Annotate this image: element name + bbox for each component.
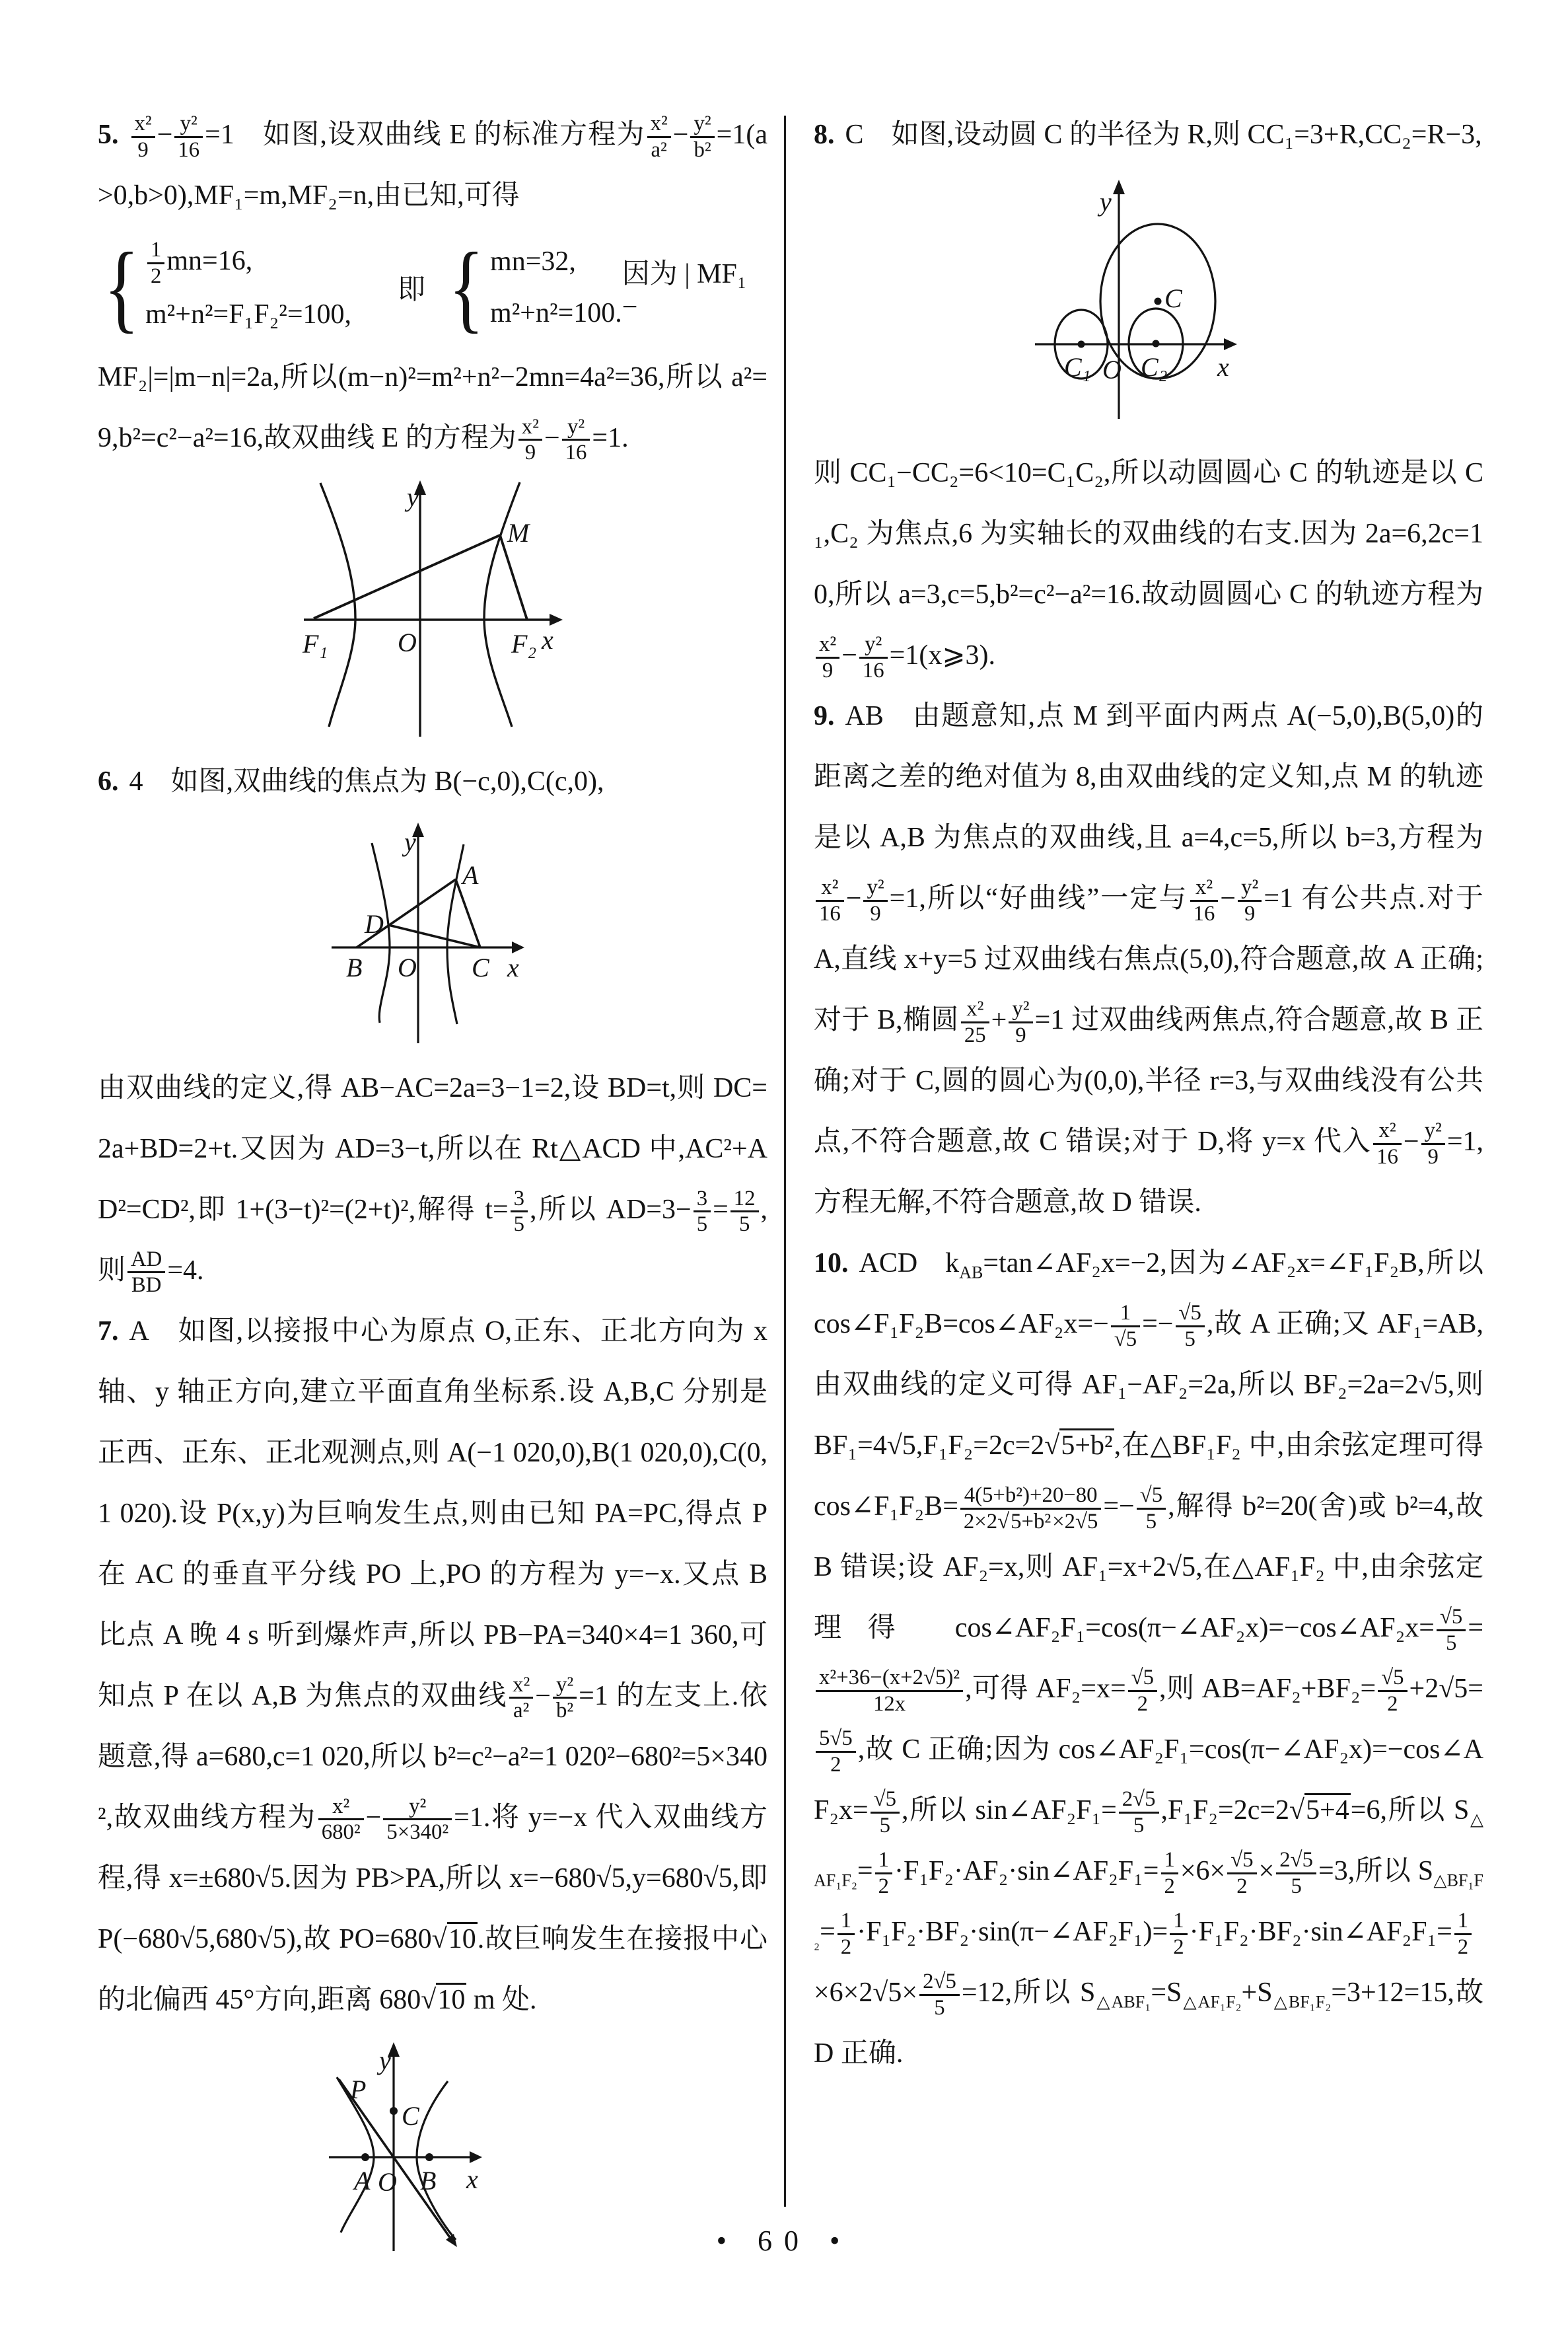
system-1-line-2: m²+n²=F₁F₂²=100, <box>145 299 352 330</box>
question-number-8: 8. <box>814 120 835 150</box>
label-focus-f2: F₂ <box>511 628 537 659</box>
label-point-m: M <box>507 517 530 548</box>
x-axis-arrow <box>470 2151 482 2163</box>
label-point-a: A <box>354 2165 371 2196</box>
label-x-axis: x <box>466 2164 478 2194</box>
left-column <box>98 104 767 2270</box>
circles-diagram-q8 <box>1010 174 1287 433</box>
label-point-d: D <box>365 908 384 939</box>
label-point-b: B <box>346 952 363 982</box>
answer-8-intro: C 如图,设动圆 C 的半径为 R,则 CC₁=3+R,CC₂=R−3, <box>845 120 1482 150</box>
label-focus-f1: F₁ <box>303 628 328 659</box>
segment-f1-m <box>314 535 500 618</box>
system-1 <box>145 235 351 340</box>
answer-item-8 <box>814 104 1483 165</box>
label-point-p: P <box>350 2074 367 2104</box>
equation-system-row <box>98 233 767 343</box>
system-2-line-2: m²+n²=100. <box>490 298 622 329</box>
answer-10-body: ACD $k_{AB}=\tan\angle AF_2x=-2$,因为∠AF₂x=∠F₁F₂B,所以 cos∠F₁F₂B=cos∠AF₂x=− $\frac{1}{√5}$ =− $\frac{√5}{5}$ ,故 A 正确;又 AF₁=AB,由双曲线的定义可得 AF₁−AF₂=2a,所以 BF₂=2a=2√5,则 BF₁=4√5,F₁F₂=2c=2√5+b²,在△BF₁F₂ 中,由余弦定理可得 cos∠F₁F₂B= $\frac{\text{4(5+b²)+20−80}}{\text{2×2√5+b²×2√5}}$ =− $\frac{√5}{5}$ ,解得 b²=20(舍)或 b²=4,故 B 错误;设 AF₂=x,则 AF₁=x+2√5,在△AF₁F₂ 中,由余弦定理得 cos∠AF₂F₁=cos(π−∠AF₂x)=−cos∠AF₂x= $\frac{√5}{5}$ = $\frac{\text{x²+36−(x+2√5)²}}{12x}$ ,可得 AF₂=x= $\frac{√5}{2}$ ,则 AB=AF₂+BF₂= $\frac{√5}{2}$ +2√5= $\frac{5√5}{2}$ ,故 C 正确;因为 cos∠AF₂F₁=cos(π−∠AF₂x)=−cos∠AF₂x= $\frac{√5}{5}$ ,所以 sin∠AF₂F₁= $\frac{2√5}{5}$ ,F₁F₂=2c=2√5+4=6,所以 $S_{\triangle AF_1F_2}=$ $\frac{1}{2}$ ·F₁F₂·AF₂·sin∠AF₂F₁= $\frac{1}{2}$ ×6× $\frac{√5}{2}$ × $\frac{2√5}{5}$ =3,所以 $S_{\triangle BF_1F_2}=$ $\frac{1}{2}$ ·F₁F₂·BF₂·sin(π−∠AF₂F₁)= $\frac{1}{2}$ ·F₁F₂·BF₂·sin∠AF₂F₁= $\frac{1}{2}$ ×6×2√5× $\frac{2√5}{5}$ =12,所以 $S_{\triangle ABF_1}=S_{\triangle AF_1F_2}+S_{\triangle BF_1F_2}=3+12=15$,故 D 正确. <box>814 1248 1483 2069</box>
segment-d-c <box>388 925 480 947</box>
system-connector: 即 <box>398 275 426 306</box>
system-1-line-1: $\frac{1}{2}$ mn=16, <box>145 235 351 289</box>
label-origin: O <box>398 952 417 982</box>
center-c2-dot <box>1153 340 1160 348</box>
label-origin: O <box>378 2166 397 2197</box>
label-origin: O <box>398 627 417 657</box>
point-a-dot <box>361 2153 369 2161</box>
label-point-c: C <box>402 2100 419 2131</box>
answer-item-9 <box>814 686 1483 1233</box>
center-c1-dot <box>1078 341 1085 348</box>
hyperbola-right-branch <box>447 844 464 1024</box>
left-brace: { <box>448 233 485 343</box>
answer-6-continuation: 由双曲线的定义,得 AB−AC=2a=3−1=2,设 BD=t,则 DC=2a+BD=2+t.又因为 AD=3−t,所以在 Rt△ACD 中,AC²+AD²=CD²,即 1+(3−t)²=(2+t)²,解得 t= $\frac{3}{5}$ ,所以 AD=3− $\frac{3}{5}$ = $\frac{12}{5}$ ,则 $\frac{AD}{BD}$ =4. <box>98 1072 767 1298</box>
answer-item-7 <box>98 1301 767 2030</box>
label-x-axis: x <box>507 952 519 982</box>
page-number: • 60 • <box>716 2225 852 2257</box>
figure-q8 <box>1010 174 1287 433</box>
question-number-5: 5. <box>98 120 119 150</box>
label-point-c: C <box>472 952 489 982</box>
label-origin: O <box>1102 355 1122 385</box>
question-number-6: 6. <box>98 766 119 797</box>
hyperbola-diagram-q6 <box>324 821 542 1049</box>
answer-8-continuation: 则 CC₁−CC₂=6<10=C₁C₂,所以动圆圆心 C 的轨迹是以 C₁,C₂ 为焦点,6 为实轴长的双曲线的右支.因为 2a=6,2c=10,所以 a=3,c=5,b²=c²−a²=16.故动圆圆心 C 的轨迹方程为 $\frac{\text{x²}}{9}$ − $\frac{\text{y²}}{16}$ =1(x⩾3). <box>814 458 1483 683</box>
label-point-b: B <box>420 2165 437 2196</box>
hyperbola-diagram-q5 <box>291 478 575 742</box>
point-b-dot <box>425 2153 433 2161</box>
question-number-10: 10. <box>814 1248 849 1278</box>
answer-5-continuation: MF₂|=|m−n|=2a,所以(m−n)²=m²+n²−2mn=4a²=36,所以 a²=9,b²=c²−a²=16,故双曲线 E 的方程为 $\frac{\text{x²}}{9}$ − $\frac{\text{y²}}{16}$ =1. <box>98 361 767 465</box>
answer-item-6 <box>98 751 767 812</box>
label-y-axis: y <box>407 482 419 512</box>
answer-item-5 <box>98 104 767 226</box>
answer-6-intro: 4 如图,双曲线的焦点为 B(−c,0),C(c,0), <box>129 766 604 797</box>
system-2 <box>490 236 622 339</box>
label-x-axis: x <box>542 624 553 655</box>
question-number-9: 9. <box>814 701 835 731</box>
system-tail-text: 因为 | MF₁ − <box>622 259 747 323</box>
answer-item-10 <box>814 1233 1483 2084</box>
x-axis-arrow <box>1224 338 1237 350</box>
center-c-dot <box>1155 298 1162 305</box>
label-y-axis: y <box>1100 187 1112 217</box>
label-center-c2: C₂ <box>1141 352 1168 382</box>
answer-7-body: A 如图,以接报中心为原点 O,正东、正北方向为 x 轴、y 轴正方向,建立平面直角坐标系.设 A,B,C 分别是正西、正东、正北观测点,则 A(−1 020,0),B(1 020,0),C(0,1 020).设 P(x,y)为巨响发生点,则由已知 PA=PC,得点 P 在 AC 的垂直平分线 PO 上,PO 的方程为 y=−x.又点 B 比点 A 晚 4 s 听到爆炸声,所以 PB−PA=340×4=1 360,可知点 P 在以 A,B 为焦点的双曲线 $\frac{\text{x²}}{\text{a²}}$ − $\frac{\text{y²}}{\text{b²}}$ =1 的左支上.依题意,得 a=680,c=1 020,所以 b²=c²−a²=1 020²−680²=5×340²,故双曲线方程为 $\frac{\text{x²}}{\text{680²}}$ − $\frac{\text{y²}}{\text{5×340²}}$ =1.将 y=−x 代入双曲线方程,得 x=±680√5.因为 PB>PA,所以 x=−680√5,y=680√5,即 P(−680√5,680√5),故 PO=680√10.故巨响发生在接报中心的北偏西 45°方向,距离 680√10 m 处. <box>98 1315 768 2015</box>
left-brace: { <box>104 233 139 343</box>
figure-q5 <box>291 478 575 742</box>
hyperbola-left-branch <box>320 483 355 727</box>
label-point-a: A <box>462 860 479 890</box>
answer-5-intro: $\frac{\text{x²}}{9}$ − $\frac{\text{y²}}{16}$ =1 如图,设双曲线 E 的标准方程为 $\frac{\text{x²}}{\text{a²}}$ − $\frac{\text{y²}}{\text{b²}}$ =1(a>0,b>0),MF₁=m,MF₂=n,由已知,可得 <box>98 112 767 211</box>
figure-q6 <box>324 821 542 1049</box>
system-2-line-1: mn=32, <box>490 246 576 277</box>
label-center-c1: C₁ <box>1064 352 1091 382</box>
right-column <box>814 104 1483 2084</box>
label-y-axis: y <box>379 2045 391 2075</box>
label-y-axis: y <box>404 827 416 857</box>
label-center-c: C <box>1164 283 1182 313</box>
y-axis-arrow <box>1113 180 1125 194</box>
question-number-7: 7. <box>98 1315 119 1347</box>
answer-9-body: AB 由题意知,点 M 到平面内两点 A(−5,0),B(5,0)的距离之差的绝对值为 8,由双曲线的定义知,点 M 的轨迹是以 A,B 为焦点的双曲线,且 a=4,c=5,所以 b=3,方程为 $\frac{\text{x²}}{16}$ − $\frac{\text{y²}}{9}$ =1,所以“好曲线”一定与 $\frac{\text{x²}}{16}$ − $\frac{\text{y²}}{9}$ =1 有公共点.对于 A,直线 x+y=5 过双曲线右焦点(5,0),符合题意,故 A 正确;对于 B,椭圆 $\frac{\text{x²}}{25}$ + $\frac{\text{y²}}{9}$ =1 过双曲线两焦点,符合题意,故 B 正确;对于 C,圆的圆心为(0,0),半径 r=3,与双曲线没有公共点,不符合题意,故 C 错误;对于 D,将 y=x 代入 $\frac{\text{x²}}{16}$ − $\frac{\text{y²}}{9}$ =1,方程无解,不符合题意,故 D 错误. <box>814 701 1483 1218</box>
label-x-axis: x <box>1217 352 1229 382</box>
point-c-dot <box>390 2107 398 2115</box>
column-divider <box>784 116 786 2207</box>
